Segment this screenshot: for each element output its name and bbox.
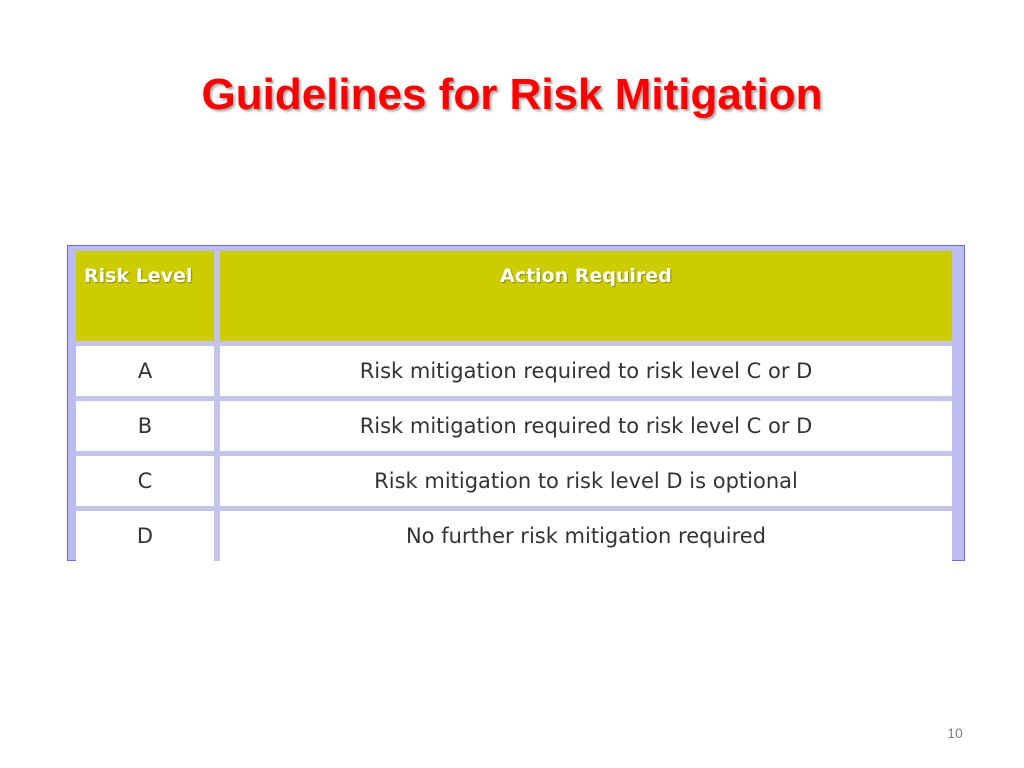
risk-level-cell: D [76,506,220,561]
table-row [76,506,952,561]
risk-level-cell: B [76,396,220,451]
action-required-cell: Risk mitigation to risk level D is optional [220,451,952,506]
risk-level-cell: A [76,341,220,396]
risk-table-frame [67,245,965,561]
header-action-required: Action Required [220,251,952,341]
table-row [76,341,952,396]
header-risk-level: Risk Level [76,251,220,341]
page-number: 10 [947,725,963,741]
slide-title: Guidelines for Risk Mitigation [201,70,823,119]
action-required-cell: Risk mitigation required to risk level C or D [220,396,952,451]
risk-level-cell: C [76,451,220,506]
table-header-row [76,251,952,341]
action-required-cell: Risk mitigation required to risk level C or D [220,341,952,396]
action-required-cell: No further risk mitigation required [220,506,952,561]
table-row [76,451,952,506]
risk-level-table [76,251,952,561]
table-row [76,396,952,451]
